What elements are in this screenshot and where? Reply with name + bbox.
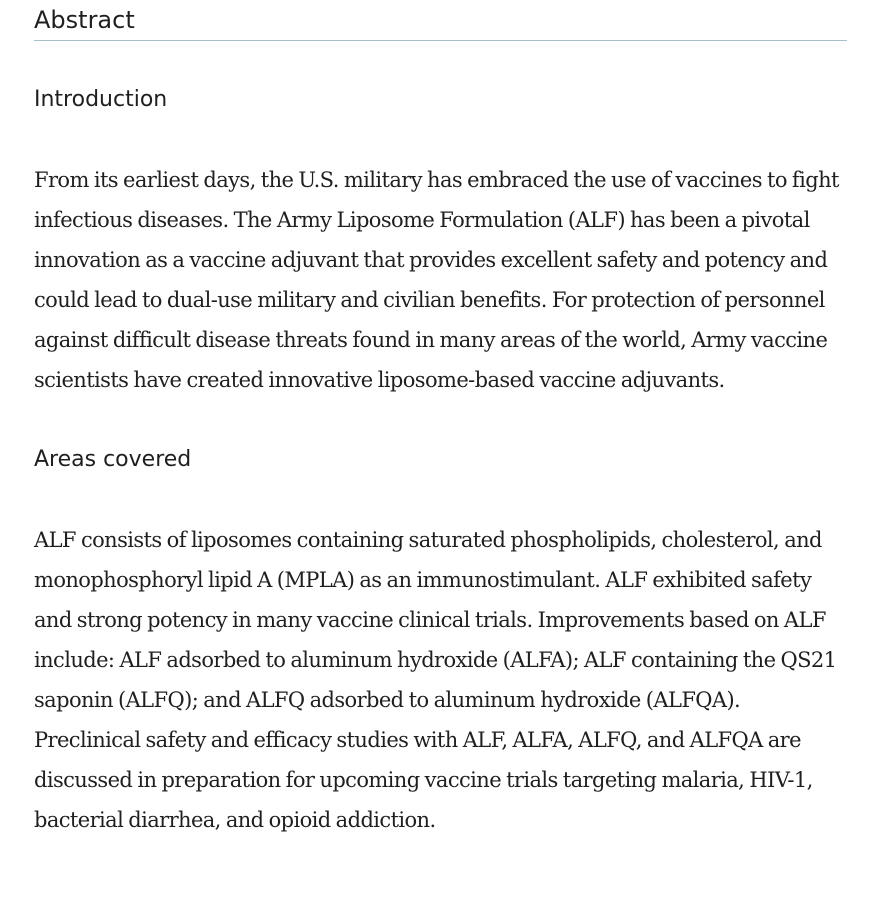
abstract-section	[34, 0, 847, 840]
introduction-paragraph: From its earliest days, the U.S. military has embraced the use of vaccines to fight infectious diseases. The Army Liposome Formulation (ALF) has been a pivotal innovation as a vaccine adjuvant that provides excellent safety and potency and could lead to dual-use military and civilian benefits. For protection of personnel against difficult disease threats found in many areas of the world, Army vaccine scientists have created innovative liposome-based vaccine adjuvants.	[34, 168, 839, 392]
introduction-heading: Introduction	[34, 87, 168, 112]
abstract-title: Abstract	[34, 0, 847, 41]
areas-covered-heading: Areas covered	[34, 447, 192, 472]
areas-covered-paragraph: ALF consists of liposomes containing saturated phospholipids, cholesterol, and monophosphoryl lipid A (MPLA) as an immunostimulant. ALF exhibited safety and strong potency in many vaccine clinical trials. Improvements based on ALF include: ALF adsorbed to aluminum hydroxide (ALFA); ALF containing the QS21 saponin (ALFQ); and ALFQ adsorbed to aluminum hydroxide (ALFQA). Preclinical safety and efficacy studies with ALF, ALFA, ALFQ, and ALFQA are discussed in preparation for upcoming vaccine trials targeting malaria, HIV-1, bacterial diarrhea, and opioid addiction.	[34, 528, 837, 832]
